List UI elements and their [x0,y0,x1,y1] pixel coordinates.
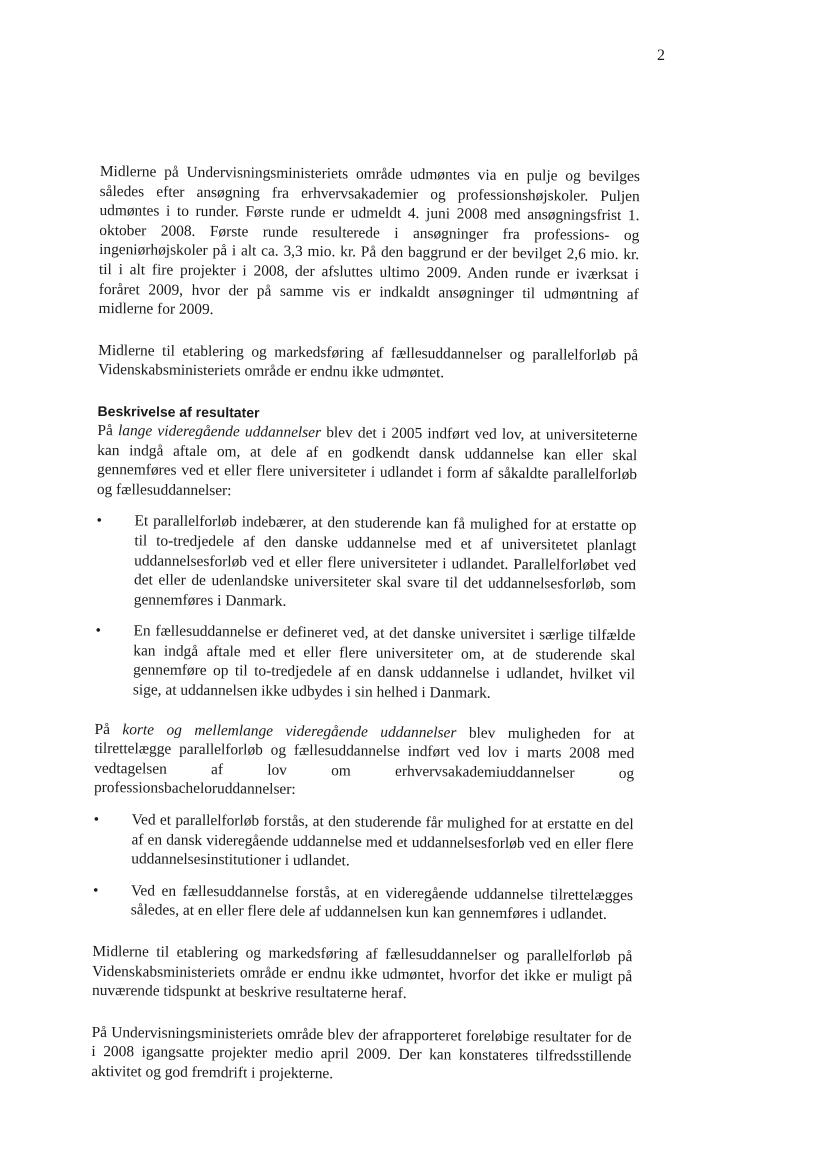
bullet-icon: • [96,512,103,530]
bullet-icon: • [95,622,101,640]
p3-suffix: blev muligheden for at tilrettelægge parallelforløb og fællesuddannelse indført ved lov i marts 2008 med vedtagelsen af lov om erhvervsakademiuddannelser og professionsbacheloruddannelser: [93,724,635,799]
bullet-icon: • [93,811,100,829]
list-item-text: Et parallelforløb indebærer, at den studerende kan få mulighed for at erstatte op til to-tredjedele af den danske uddannelse med et af universitetet planlagt uddannelsesforløb ved et eller flere universiteter i udlandet. Parallelforløbet ved det eller de udenlandske universiteter skal svare til det uddannelsesforløb, som gennemføres i Danmark. [133,512,637,610]
list-item-text: Ved et parallelforløb forstås, at den studerende får mulighed for at erstatte en del af en dansk videregående uddannelse med et uddannelsesforløb ved en eller flere uddannelsesinstitutioner i udlandet. [131,811,634,870]
document-body [91,162,640,1087]
paragraph-videnskabsministeriet: Midlerne til etablering og markedsføring af fællesuddannelser og parallelforløb på Videnskabsministeriets område er endnu ikke udmøntet. [97,341,639,382]
bullet-list-short [93,810,634,925]
paragraph-puljen: Midlerne på Undervisningsministeriets område udmøntes via en pulje og bevilges således efter ansøgning fra erhvervsakademier og professionshøjskoler. Puljen udmøntes i to runder. Første runde er udmeldt 4. juni 2008 med ansøgningsfrist 1. oktober 2008. Første runde resulterede i ansøgninger fra professions- og ingeniørhøjskoler på i alt ca. 3,3 mio. kr. På den baggrund er der bevilget 2,6 mio. kr. til i alt fire projekter i 2008, der afsluttes ultimo 2009. Anden runde er iværksat i foråret 2009, hvor der på samme vis er indkaldt ansøgninger til udmøntning af midlerne for 2009. [98,162,640,319]
intro-suffix: blev det i 2005 indført ved lov, at universiteterne kan indgå aftale om, at dele af en godkendt dansk uddannelse kan eller skal gennemføres ved et eller flere universiteter i udlandet i form af såkaldte parallelforløb og fællesuddannelser: [96,424,638,499]
p3-prefix: På [94,720,123,738]
paragraph-korte-uddannelser [94,720,635,804]
paragraph-ikke-udmoentet: Midlerne til etablering og markedsføring af fællesuddannelser og parallelforløb på Videnskabsministeriets område er endnu ikke udmøntet, hvorfor det ikke er muligt på nuværende tidspunkt at beskrive resultaterne heraf. [91,942,633,1003]
list-item-text: Ved en fællesuddannelse forstås, at en videregående uddannelse tilrettelægges således, at en eller flere dele af uddannelsen kun kan gennemføres i udlandet. [130,882,634,924]
section-heading: Beskrivelse af resultater [97,402,260,421]
intro-prefix: På [97,421,119,440]
bullet-icon: • [92,881,99,899]
list-item [93,810,634,874]
p3-italic-term: korte og mellemlange videregående uddannelser [122,720,457,742]
list-item [95,621,636,705]
intro-italic-term: lange videregående uddannelser [117,422,322,442]
bullet-list-long [95,511,637,705]
list-item-text: En fællesuddannelse er defineret ved, at det danske universitet i særlige tilfælde kan indgå aftale med et eller flere universiteter om, at de studerende skal gennemføre op til to-tredjedele af en dansk uddannelse i udlandet, hvilket vil sige, at uddannelsen ikke udbydes i sin helhed i Danmark. [132,622,636,702]
paragraph-lange-uddannelser [97,421,638,505]
list-item [96,511,637,614]
paragraph-foreloebige-resultater: På Undervisningsministeriets område blev der afrapporteret foreløbige resultater for de i 2008 igangsatte projekter medio april 2009. Der kan konstateres tilfredsstillende aktivitet og god fremdrift i projekterne. [91,1023,632,1083]
page-number: 2 [657,47,665,64]
list-item [93,881,633,925]
